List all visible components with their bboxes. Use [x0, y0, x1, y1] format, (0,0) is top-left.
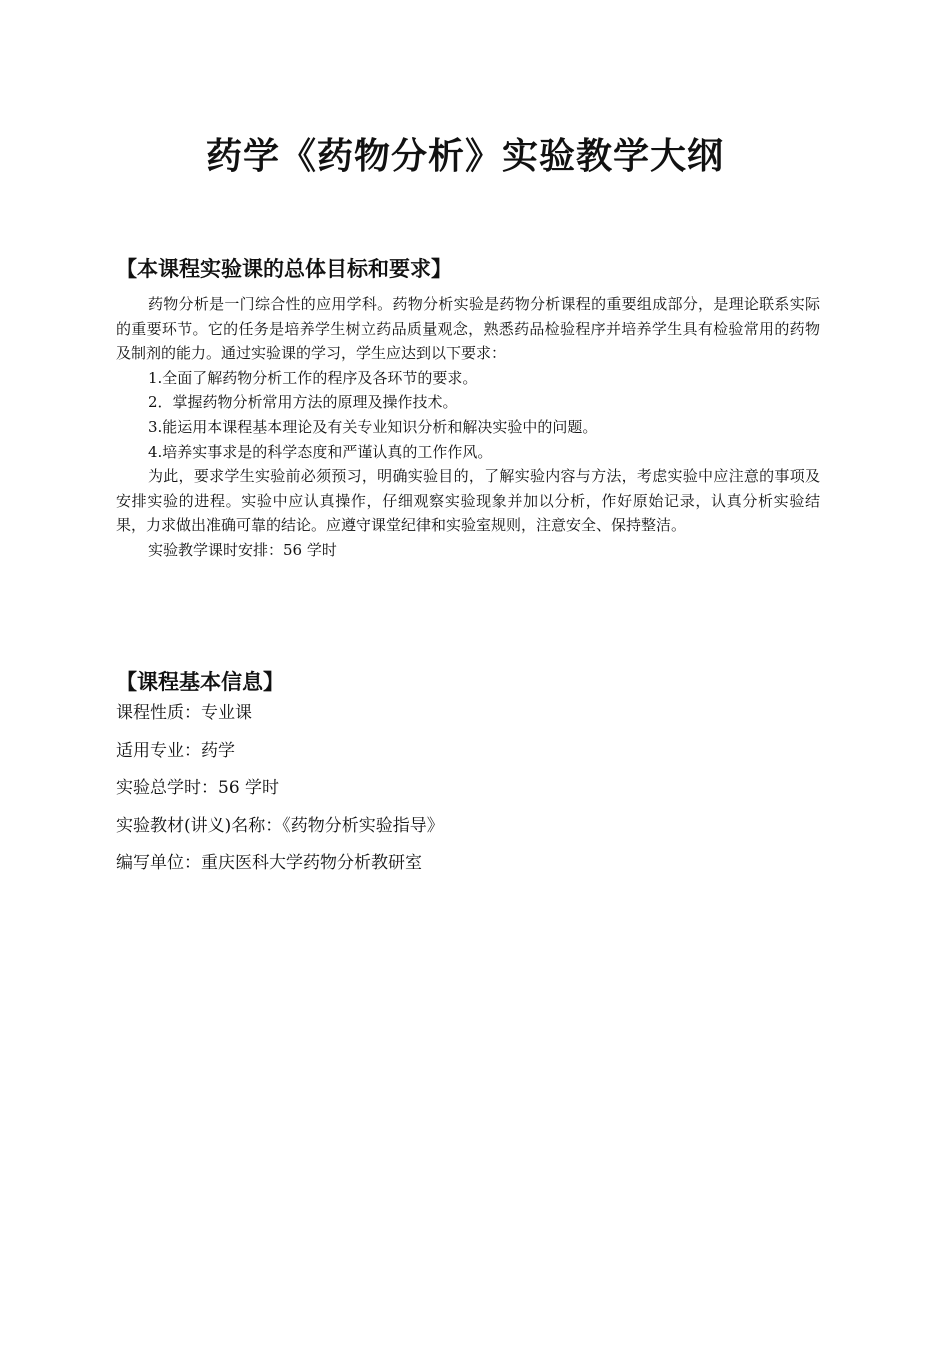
course-info-list — [116, 700, 816, 888]
requirement-item-1: 1.全面了解药物分析工作的程序及各环节的要求。 — [148, 368, 478, 387]
section-heading-goals: 【本课程实验课的总体目标和要求】 — [116, 257, 452, 281]
document-title: 药学《药物分析》实验教学大纲 — [205, 136, 724, 177]
lab-hours-line: 实验教学课时安排：56 学时 — [148, 540, 337, 559]
requirement-item-3: 3.能运用本课程基本理论及有关专业知识分析和解决实验中的问题。 — [148, 417, 598, 436]
applicable-major: 适用专业：药学 — [116, 740, 235, 761]
goals-closing-paragraph: 为此，要求学生实验前必须预习，明确实验目的，了解实验内容与方法，考虑实验中应注意的事项及安排实验的进程。实验中应认真操作，仔细观察实验现象并加以分析，作好原始记录，认真分析实验结果，力求做出准确可靠的结论。应遵守课堂纪律和实验室规则，注意安全、保持整洁。 — [116, 467, 820, 535]
section-heading-course-info: 【课程基本信息】 — [116, 670, 284, 694]
textbook-name: 实验教材(讲义)名称：《药物分析实验指导》 — [116, 815, 444, 836]
goals-body — [116, 292, 820, 563]
total-lab-hours: 实验总学时：56 学时 — [116, 778, 280, 798]
requirement-item-2: 2．掌握药物分析常用方法的原理及操作技术。 — [148, 393, 458, 412]
compiling-unit: 编写单位：重庆医科大学药物分析教研室 — [116, 853, 422, 873]
goals-intro-paragraph: 药物分析是一门综合性的应用学科。药物分析实验是药物分析课程的重要组成部分，是理论联系实际的重要环节。它的任务是培养学生树立药品质量观念，熟悉药品检验程序并培养学生具有检验常用的药物及制剂的能力。通过实验课的学习，学生应达到以下要求： — [116, 295, 820, 363]
requirement-item-4: 4.培养实事求是的科学态度和严谨认真的工作作风。 — [148, 442, 493, 461]
course-nature: 课程性质：专业课 — [116, 703, 252, 723]
